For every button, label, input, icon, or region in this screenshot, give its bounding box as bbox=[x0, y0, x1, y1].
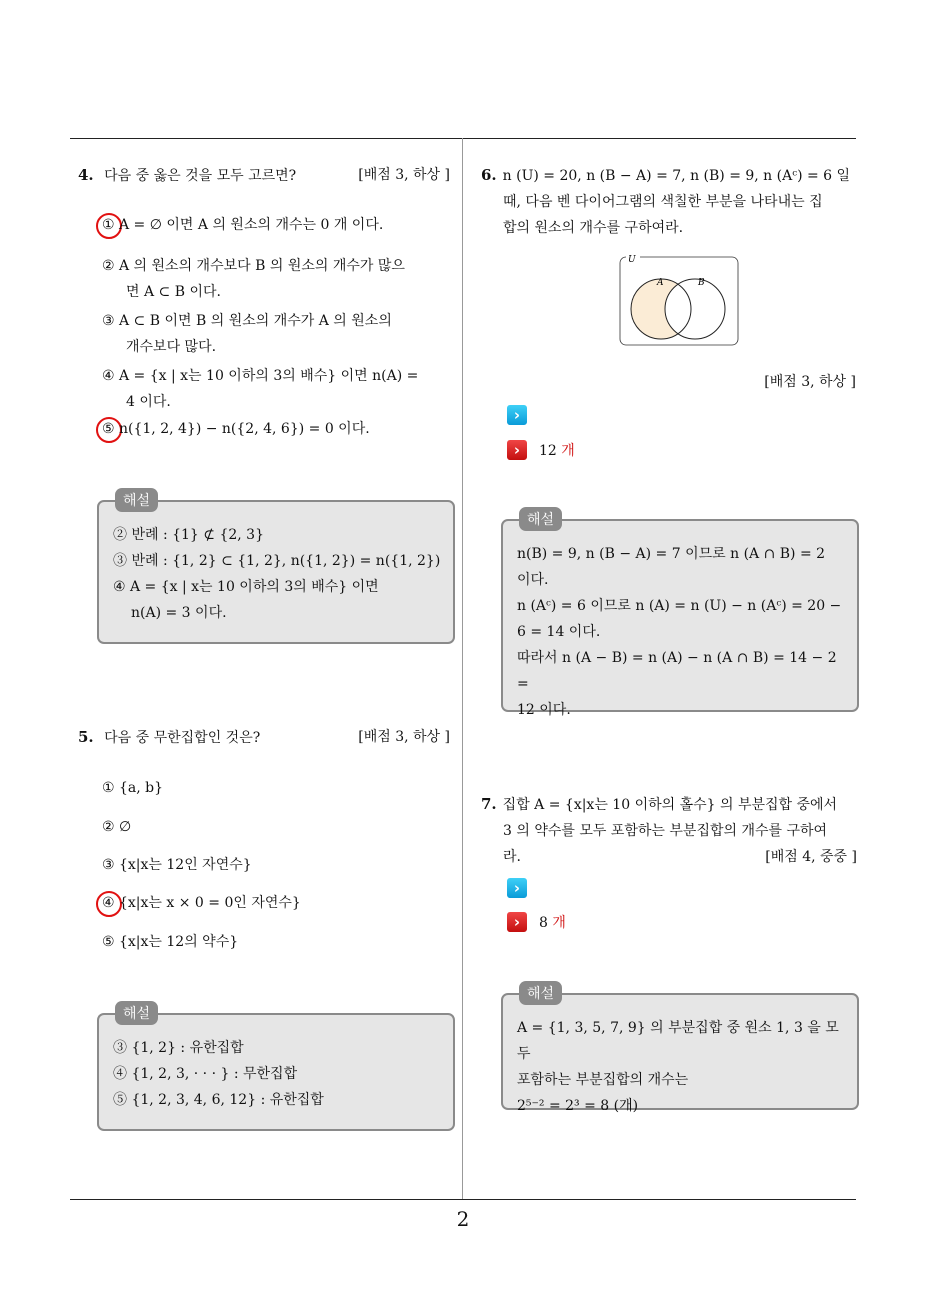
venn-label-u: U bbox=[628, 255, 636, 265]
q4-option-3[interactable]: ③ A ⊂ B 이면 B 의 원소의 개수가 A 의 원소의 bbox=[102, 313, 392, 329]
page-number: 2 bbox=[456, 1207, 470, 1231]
q4-solution-title: 해설 bbox=[115, 488, 158, 512]
q5-solution-box bbox=[97, 1006, 455, 1131]
q6-question-line: 합의 원소의 개수를 구하여라. bbox=[503, 220, 684, 236]
q7-solution-title: 해설 bbox=[519, 981, 562, 1005]
q6-score: [배점 3, 하상 ] bbox=[764, 374, 856, 390]
q7-number: 7. bbox=[481, 795, 497, 813]
q7-answer-icon[interactable]: › bbox=[507, 912, 527, 932]
column-divider bbox=[462, 138, 463, 1200]
q7-answer-value: 8 bbox=[539, 915, 548, 931]
q5-option-2[interactable]: ② ∅ bbox=[102, 819, 132, 835]
q7-solution-line: A = {1, 3, 5, 7, 9} 의 부분집합 중 원소 1, 3 을 모두 bbox=[517, 1020, 839, 1062]
q4-solution-line: ③ 반례 : {1, 2} ⊂ {1, 2}, n({1, 2}) = n({1, 2}) bbox=[113, 553, 441, 569]
q5-question: 다음 중 무한집합인 것은? bbox=[104, 730, 261, 746]
q4-option-1[interactable]: ① A = ∅ 이면 A 의 원소의 개수는 0 개 이다. bbox=[102, 217, 384, 233]
q5-option-5[interactable]: ⑤ {x|x는 12의 약수} bbox=[102, 934, 239, 950]
q6-header bbox=[481, 162, 857, 241]
q6-solution-line: n (Aᶜ) = 6 이므로 n (A) = n (U) − n (Aᶜ) = 20 − bbox=[517, 598, 842, 614]
venn-label-a: A bbox=[657, 278, 664, 288]
q5-solution-line: ③ {1, 2} : 유한집합 bbox=[113, 1040, 244, 1056]
q5-header bbox=[78, 724, 450, 751]
q5-solution-line: ④ {1, 2, 3, · · · } : 무한집합 bbox=[113, 1066, 298, 1082]
venn-diagram bbox=[618, 254, 742, 348]
top-rule bbox=[70, 138, 856, 139]
q5-option-4[interactable]: ④ {x|x는 x × 0 = 0인 자연수} bbox=[102, 895, 301, 911]
q6-solution-line: 따라서 n (A − B) = n (A) − n (A ∩ B) = 14 − 2 = bbox=[517, 650, 837, 692]
q7-solution-line: 포함하는 부분집합의 개수는 bbox=[517, 1072, 689, 1088]
q7-question-line: 집합 A = {x|x는 10 이하의 홀수} 의 부분집합 중에서 bbox=[502, 797, 838, 813]
q4-question: 다음 중 옳은 것을 모두 고르면? bbox=[104, 168, 297, 184]
q5-option-3[interactable]: ③ {x|x는 12인 자연수} bbox=[102, 857, 252, 873]
q4-solution-line: ② 반례 : {1} ⊄ {2, 3} bbox=[113, 527, 264, 543]
q6-solution-line: 12 이다. bbox=[517, 702, 571, 718]
q4-solution-box bbox=[97, 493, 455, 644]
q7-score: [배점 4, 중중 ] bbox=[765, 849, 857, 865]
q6-answer-unit: 개 bbox=[561, 443, 575, 459]
q6-expand-icon[interactable]: › bbox=[507, 405, 527, 425]
q6-solution-title: 해설 bbox=[519, 507, 562, 531]
q4-option-5[interactable]: ⑤ n({1, 2, 4}) − n({2, 4, 6}) = 0 이다. bbox=[102, 421, 370, 437]
q4-score: [배점 3, 하상 ] bbox=[358, 167, 450, 183]
q5-number: 5. bbox=[78, 728, 94, 746]
q6-answer bbox=[539, 440, 575, 460]
q4-option-3-cont: 개수보다 많다. bbox=[126, 339, 217, 355]
q5-option-1[interactable]: ① {a, b} bbox=[102, 780, 164, 796]
q4-header bbox=[78, 162, 450, 189]
q7-header bbox=[481, 791, 857, 870]
q6-solution-box bbox=[501, 512, 859, 718]
q6-number: 6. bbox=[481, 166, 497, 184]
q5-score: [배점 3, 하상 ] bbox=[358, 729, 450, 745]
q4-number: 4. bbox=[78, 166, 94, 184]
q4-option-4-cont: 4 이다. bbox=[126, 394, 171, 410]
q7-solution-box bbox=[501, 986, 859, 1114]
q6-solution-line: 이다. bbox=[517, 572, 549, 588]
q6-question-line: 때, 다음 벤 다이어그램의 색칠한 부분을 나타내는 집 bbox=[503, 194, 823, 210]
venn-label-b: B bbox=[698, 278, 705, 288]
q4-option-4[interactable]: ④ A = {x | x는 10 이하의 3의 배수} 이면 n(A) = bbox=[102, 368, 419, 384]
q5-solution-title: 해설 bbox=[115, 1001, 158, 1025]
q7-question-line: 라. bbox=[503, 849, 521, 865]
q4-option-2-cont: 면 A ⊂ B 이다. bbox=[126, 284, 221, 300]
bottom-rule bbox=[70, 1199, 856, 1200]
q5-solution-line: ⑤ {1, 2, 3, 4, 6, 12} : 유한집합 bbox=[113, 1092, 324, 1108]
q7-answer-unit: 개 bbox=[552, 915, 566, 931]
q6-question-line: n (U) = 20, n (B − A) = 7, n (B) = 9, n (Aᶜ) = 6 일 bbox=[502, 168, 851, 184]
q6-answer-value: 12 bbox=[539, 443, 557, 459]
q7-expand-icon[interactable]: › bbox=[507, 878, 527, 898]
q6-answer-icon[interactable]: › bbox=[507, 440, 527, 460]
q7-question-line: 3 의 약수를 모두 포함하는 부분집합의 개수를 구하여 bbox=[503, 823, 828, 839]
q4-solution-line: ④ A = {x | x는 10 이하의 3의 배수} 이면 bbox=[113, 579, 379, 595]
q4-option-2[interactable]: ② A 의 원소의 개수보다 B 의 원소의 개수가 많으 bbox=[102, 258, 405, 274]
q6-solution-line: n(B) = 9, n (B − A) = 7 이므로 n (A ∩ B) = 2 bbox=[517, 546, 826, 562]
q7-solution-line: 2⁵⁻² = 2³ = 8 (개) bbox=[517, 1098, 639, 1114]
q6-solution-line: 6 = 14 이다. bbox=[517, 624, 601, 640]
q4-solution-line: n(A) = 3 이다. bbox=[131, 605, 227, 621]
q7-answer bbox=[539, 912, 566, 932]
